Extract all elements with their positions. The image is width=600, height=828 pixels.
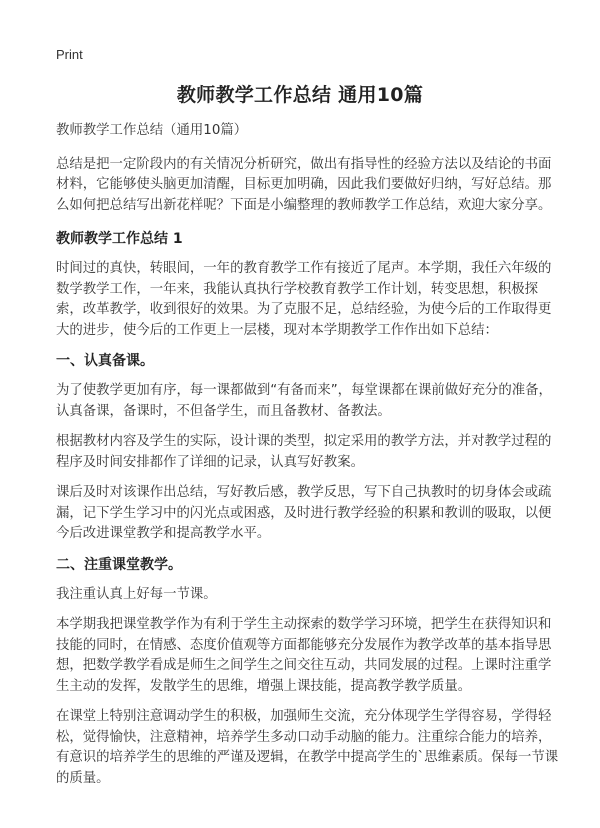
paragraph: 课后及时对该课作出总结，写好教后感，教学反思，写下自己执教时的切身体会或疏漏，记下学生学习中的闪光点或困惑，及时进行教学经验的积累和教训的吸取，以便今后改进课堂教学和提高教学水平。: [56, 485, 552, 541]
print-label[interactable]: Print: [56, 47, 83, 62]
section-heading: 教师教学工作总结 1: [56, 231, 183, 247]
paragraph: 根据教材内容及学生的实际，设计课的类型，拟定采用的教学方法，并对教学过程的程序及时间安排都作了详细的记录，认真写好教案。: [56, 434, 552, 470]
paragraph: 我注重认真上好每一节课。: [56, 586, 217, 602]
paragraph: 为了使教学更加有序，每一课都做到“有备而来”，每堂课都在课前做好充分的准备，认真备课，备课时，不但备学生，而且备教材、备教法。: [56, 383, 552, 419]
page-title: 教师教学工作总结 通用10篇: [176, 84, 424, 106]
article-subtitle: 教师教学工作总结（通用10篇）: [56, 123, 248, 138]
paragraph: 在课堂上特别注意调动学生的积极，加强师生交流，充分体现学生学得容易，学得轻松，觉得愉快，注意精神，培养学生多动口动手动脑的能力。注重综合能力的培养，有意识的培养学生的思维的严谨及逻辑，在教学中提高学生的`思维素质。保每一节课的质量。: [56, 709, 559, 786]
paragraph: 本学期我把课堂教学作为有利于学生主动探索的数学学习环境，把学生在获得知识和技能的同时，在情感、态度价值观等方面都能够充分发展作为教学改革的基本指导思想，把数学教学看成是师生之间学生之间交往互动，共同发展的过程。上课时注重学生主动的发挥，发散学生的思维，增强上课技能，提高教学教学质量。: [56, 617, 552, 694]
subheading-classroom-teaching: 二、注重课堂教学。: [56, 556, 182, 573]
section-paragraph: 时间过的真快，转眼间，一年的教育教学工作有接近了尾声。本学期，我任六年级的数学教学工作，一年来，我能认真执行学校教育教学工作计划，转变思想，积极探索，改革教学，收到很好的效果。为了克服不足，总结经验，为使今后的工作取得更大的进步，使今后的工作更上一层楼，现对本学期教学工作作出如下总结：: [56, 261, 552, 338]
article-body: [56, 121, 562, 799]
subheading-prepare-lessons: 一、认真备课。: [56, 353, 154, 369]
intro-paragraph: 总结是把一定阶段内的有关情况分析研究，做出有指导性的经验方法以及结论的书面材料，它能够使头脑更加清醒，目标更加明确，因此我们要做好归纳，写好总结。那么如何把总结写出新花样呢？下面是小编整理的教师教学工作总结，欢迎大家分享。: [56, 156, 552, 213]
